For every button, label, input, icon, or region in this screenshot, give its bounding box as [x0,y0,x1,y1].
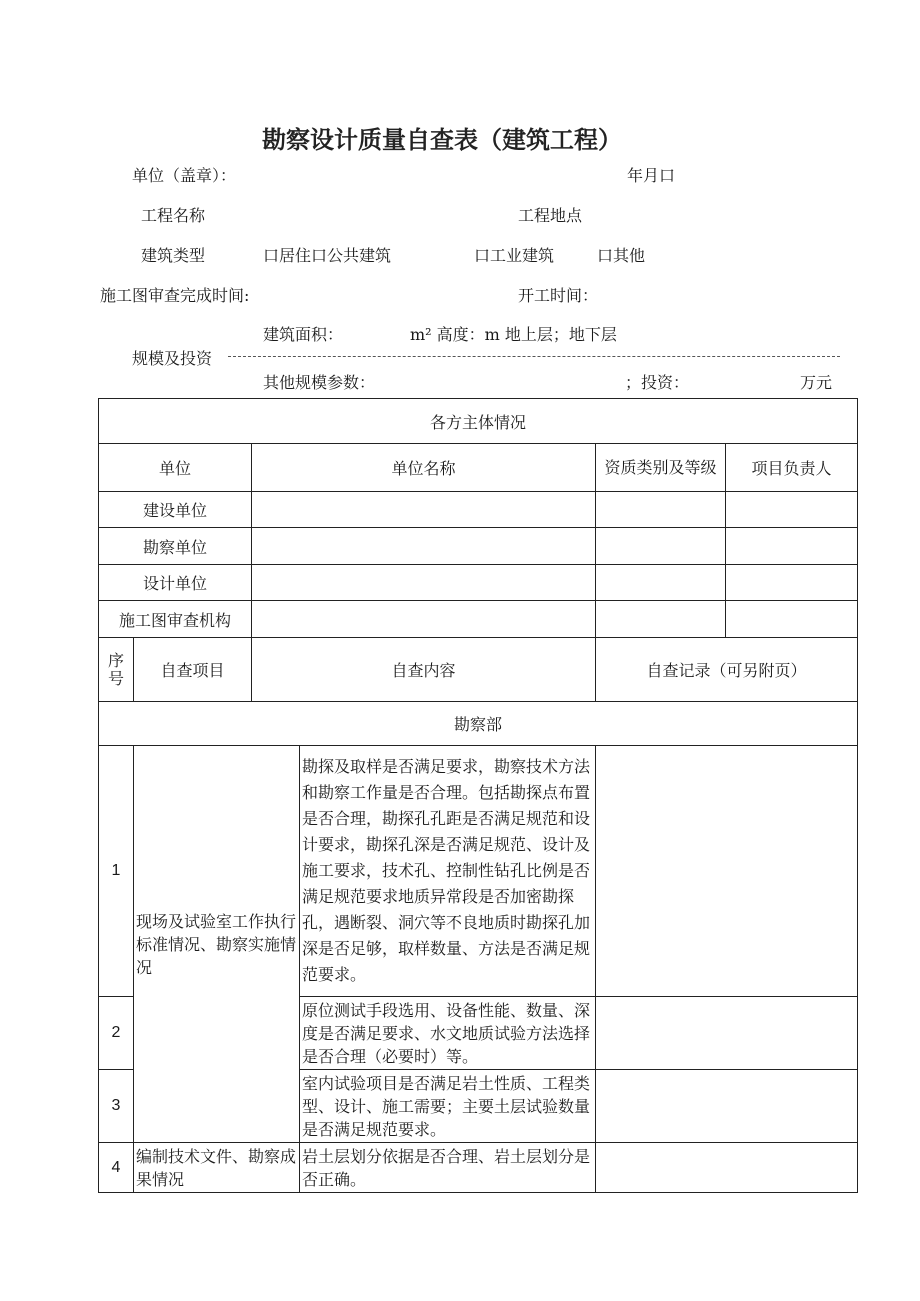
row-3-record[interactable] [596,1070,858,1143]
area-height-floors: m² 高度：m 地上层；地下层 [410,325,617,344]
construction-name-cell[interactable] [252,492,596,528]
page-title: 勘察设计质量自查表（建筑工程） [262,126,622,154]
building-type-residential-public[interactable]: 口居住口公共建筑 [263,246,392,265]
row-4-content: 岩土层划分依据是否合理、岩土层划分是否正确。 [300,1143,596,1193]
construction-qualification-cell[interactable] [596,492,726,528]
header-seq: 序号 [99,638,134,702]
investment-label: ；投资： [625,373,690,392]
project-name-label: 工程名称 [141,206,206,225]
header-item: 自查项目 [134,638,252,702]
row-3-content: 室内试验项目是否满足岩土性质、工程类型、设计、施工需要；主要土层试验数量是否满足规范要求。 [300,1070,596,1143]
building-type-label: 建筑类型 [141,246,206,265]
scale-divider [228,356,840,357]
parties-title: 各方主体情况 [99,399,858,444]
party-design: 设计单位 [99,565,252,601]
row-2-record[interactable] [596,997,858,1070]
row-2-content: 原位测试手段选用、设备性能、数量、深度是否满足要求、水文地质试验方法选择是否合理（必要时）等。 [300,997,596,1070]
survey-name-cell[interactable] [252,528,596,565]
row-3-number: 3 [99,1070,134,1143]
other-params-label: 其他规模参数： [263,373,376,392]
survey-leader-cell[interactable] [726,528,858,565]
header-content: 自查内容 [252,638,596,702]
party-review-agency: 施工图审查机构 [99,601,252,638]
section-survey-title: 勘察部 [99,702,858,746]
design-name-cell[interactable] [252,565,596,601]
party-construction: 建设单位 [99,492,252,528]
review-leader-cell[interactable] [726,601,858,638]
col-unit: 单位 [99,444,252,492]
review-qualification-cell[interactable] [596,601,726,638]
review-name-cell[interactable] [252,601,596,638]
self-check-table [98,398,858,1193]
unit-seal-label: 单位（盖章）： [132,166,237,185]
row-4-item: 编制技术文件、勘察成果情况 [134,1143,300,1193]
investment-unit: 万元 [800,373,833,392]
building-type-industrial[interactable]: 口工业建筑 [474,246,555,265]
design-qualification-cell[interactable] [596,565,726,601]
scale-investment-label: 规模及投资 [132,349,213,368]
row-1-content: 勘探及取样是否满足要求，勘察技术方法和勘察工作量是否合理。包括勘探点布置是否合理，勘探孔孔距是否满足规范和设计要求，勘探孔深是否满足规范、设计及施工要求，技术孔、控制性钻孔比例是否满足规范要求地质异常段是否加密勘探孔，遇断裂、洞穴等不良地质时勘探孔加深是否足够，取样数量、方法是否满足规范要求。 [300,746,596,997]
construction-leader-cell[interactable] [726,492,858,528]
row-1-item: 现场及试验室工作执行标准情况、勘察实施情况 [134,746,300,1143]
row-4-record[interactable] [596,1143,858,1193]
row-1-number: 1 [99,746,134,997]
col-project-leader: 项目负责人 [726,444,858,492]
row-4-number: 4 [99,1143,134,1193]
building-type-other[interactable]: 口其他 [597,246,646,265]
survey-qualification-cell[interactable] [596,528,726,565]
header-record: 自查记录（可另附页） [596,638,858,702]
review-time-label: 施工图审查完成时间: [100,286,250,305]
party-survey: 勘察单位 [99,528,252,565]
date-label: 年月口 [627,166,676,185]
row-1-record[interactable] [596,746,858,997]
project-location-label: 工程地点 [518,206,583,225]
row-2-number: 2 [99,997,134,1070]
area-label: 建筑面积： [263,325,344,344]
col-unit-name: 单位名称 [252,444,596,492]
start-time-label: 开工时间： [518,286,599,305]
col-qualification: 资质类别及等级 [596,444,726,492]
design-leader-cell[interactable] [726,565,858,601]
